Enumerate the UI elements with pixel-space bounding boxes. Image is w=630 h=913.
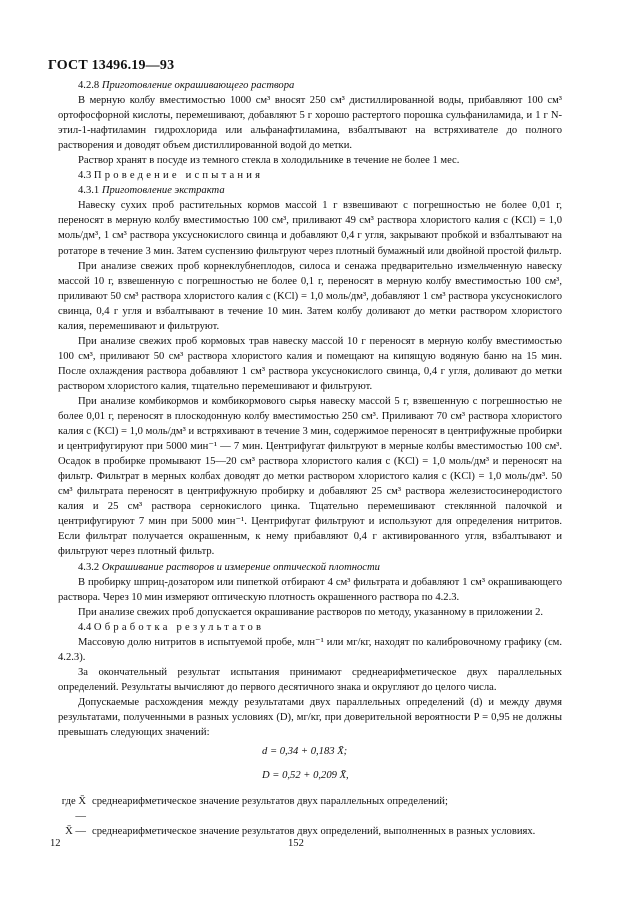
paragraph: Раствор хранят в посуде из темного стекла в холодильнике в течение не более 1 мес. [78,155,460,167]
where-text: среднеарифметическое значение результатов двух параллельных определений; [92,796,448,808]
paragraph: В мерную колбу вместимостью 1000 см³ вносят 250 см³ дистиллированной воды, прибавляют 100 см³ ортофосфорной кислоты, перемешивают, добавляют 5 г хорошо растертого порошка сульфаниламида, и 1 г N-этил-1-нафтиламин гидрохлорида или альфанафтиламина, взбалтывают на встряхивателе до полного растворения и доводят объем дистиллированной водой до метки. [58,95,562,152]
where-list [58,794,562,839]
where-key: X̄ — [65,826,86,838]
where-text: среднеарифметическое значение результатов двух определений, выполненных в разных условиях. [92,826,536,838]
where-key: где X̄ — [61,796,86,823]
paragraph: Массовую долю нитритов в испытуемой пробе, млн⁻¹ или мг/кг, находят по калибровочному графику (см. 4.2.3). [58,636,562,663]
paragraph: В пробирку шприц-дозатором или пипеткой отбирают 4 см³ фильтрата и добавляют 1 см³ окрашивающего раствора. Через 10 мин измеряют оптическую плотность окрашенного раствора по 4.2.3. [58,576,562,603]
paragraph: При анализе свежих проб корнеклубнеплодов, силоса и сенажа предварительно измельченную навеску массой 10 г, взвешенную с погрешностью не более 0,1 г, переносят в мерную колбу вместимостью 100 см³, приливают 50 см³ раствора хлористого калия c (KCl) = 1,0 моль/дм³, добавляют 1 см³ раствора уксуснокислого свинца, 0,4 г угля и взбалтывают в течение 10 мин. Затем колбу доливают до метки раствором хлористого калия, перемешивают и фильтруют. [58,260,562,332]
section-heading-4-3-1: 4.3.1 Приготовление экстракта [78,185,225,197]
paragraph: Навеску сухих проб растительных кормов массой 1 г взвешивают с погрешностью не более 0,01 г, переносят в мерную колбу вместимостью 100 см³, приливают 49 см³ раствора хлористого калия c (KCl) = 1,0 моль/дм³, 1 см³ раствора уксуснокислого свинца и добавляют 0,4 г угля, закрывают пробкой и взбалтывают на ротаторе в течение 3 мин. Затем суспензию фильтруют через плотный бумажный или двойной простой фильтр. [58,200,562,257]
document-body [58,78,562,839]
paragraph: При анализе свежих проб кормовых трав навеску массой 10 г переносят в мерную колбу вместимостью 100 см³, приливают 50 см³ раствора хлористого калия и помещают на кипящую водяную баню на 15 мин. После охлаждения раствора добавляют 1 см³ раствора уксуснокислого свинца, 0,4 г угля, доливают до метки раствором хлористого калия, тщательно перемешивают и фильтруют. [58,335,562,392]
formula-d: d = 0,34 + 0,183 X̄; [262,746,348,758]
section-heading-4-2-8: 4.2.8 Приготовление окрашивающего раствора [78,80,295,91]
page-number-center: 152 [288,838,304,849]
page-number-left: 12 [50,838,61,849]
section-heading-4-3: 4.3 Проведение испытания [78,170,264,182]
paragraph: Допускаемые расхождения между результатами двух параллельных определений (d) и между двумя результатами, полученными в разных условиях (D), мг/кг, при доверительной вероятности P = 0,95 не должны превышать следующих значений: [58,696,562,739]
formula-D: D = 0,52 + 0,209 X̄, [262,770,349,782]
paragraph: При анализе свежих проб допускается окрашивание растворов по методу, указанному в приложении 2. [78,606,544,618]
paragraph: За окончательный результат испытания принимают среднеарифметическое двух параллельных определений. Результаты вычисляют до первого десятичного знака и округляют до целого числа. [58,666,562,693]
standard-header: ГОСТ 13496.19—93 [48,58,175,73]
section-heading-4-4: 4.4 Обработка результатов [78,621,265,633]
section-heading-4-3-2: 4.3.2 Окрашивание растворов и измерение оптической плотности [78,561,380,573]
paragraph: При анализе комбикормов и комбикормового сырья навеску массой 5 г, взвешенную с погрешностью не более 0,01 г, переносят в плоскодонную колбу вместимостью 250 см³. Приливают 70 см³ раствора хлористого калия c (KCl) = 1,0 моль/дм³ и встряхивают в течение 3 мин, содержимое переносят в центрифужные пробирки и центрифугируют при 5000 мин⁻¹ — 7 мин. Центрифугат фильтруют в мерные колбы вместимостью 100 см³. Осадок в пробирке промывают 15—20 см³ раствора хлористого калия c (KCl) = 1,0 моль/дм³ и переносят на фильтр. Фильтрат в мерных колбах доводят до метки раствором хлористого калия c (KCl) = 1,0 моль/дм³. 50 см³ фильтрата переносят в центрифужную пробирку и добавляют 25 см³ раствора железистосинеродистого калия и 25 см³ раствора сернокислого цинка. Тщательно перемешивают стеклянной палочкой и центрифугируют 7 мин при 5000 мин⁻¹. Центрифугат фильтруют и используют для определения нитритов. Если фильтрат получается окрашенным, к нему прибавляют 0,4 г активированного угля, взбалтывают и фильтруют через плотный фильтр. [58,395,562,558]
